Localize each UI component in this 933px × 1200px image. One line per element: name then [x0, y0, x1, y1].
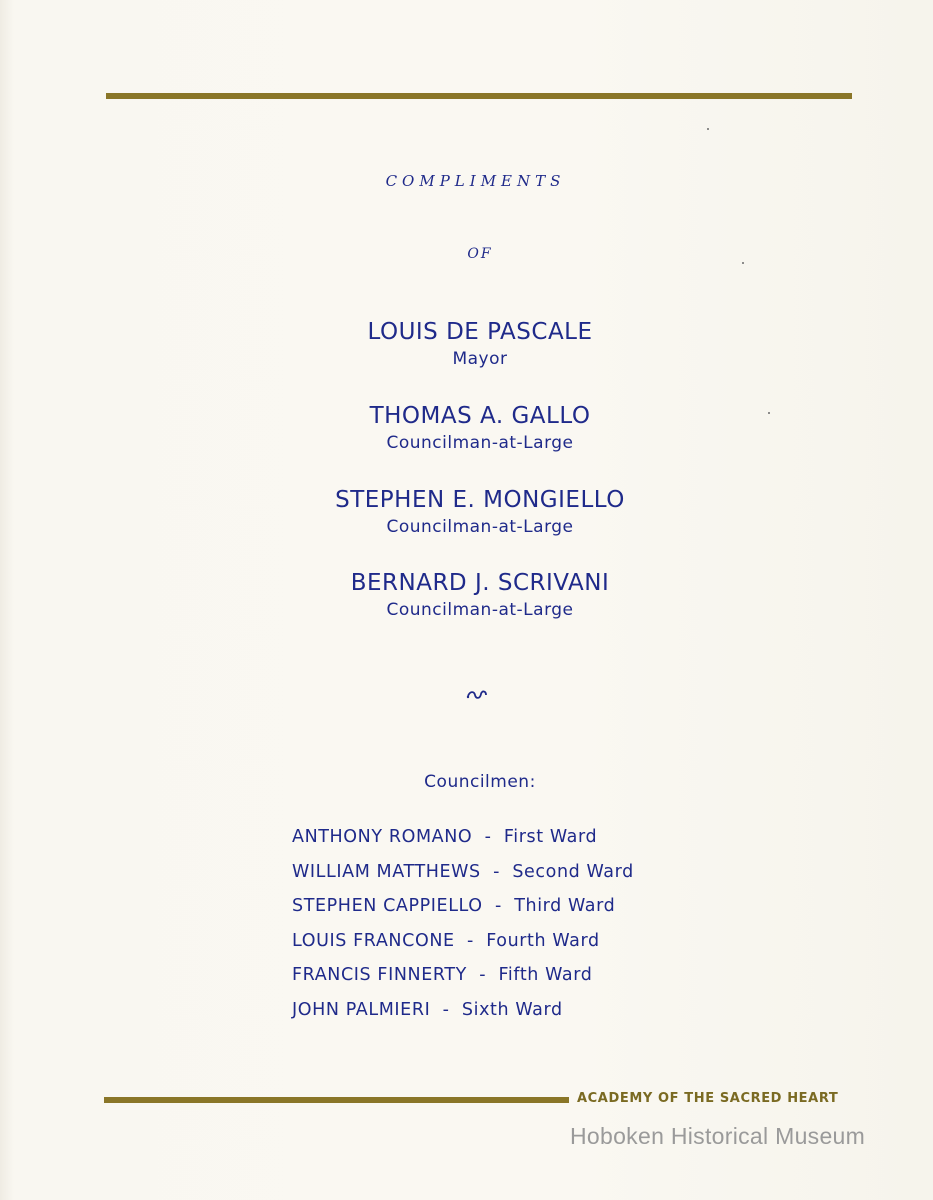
bottom-gold-rule [104, 1097, 569, 1103]
paper-speck [768, 412, 770, 414]
official-entry-mayor [0, 317, 933, 371]
museum-watermark: Hoboken Historical Museum [570, 1123, 866, 1149]
official-entry [0, 485, 933, 539]
top-gold-rule [106, 93, 852, 99]
councilmen-heading: Councilmen: [424, 772, 536, 792]
paper-speck [707, 128, 709, 130]
official-name: THOMAS A. GALLO [369, 403, 591, 429]
official-title: Councilman-at-Large [386, 517, 574, 537]
councilmen-list [292, 820, 634, 1027]
official-name: STEPHEN E. MONGIELLO [335, 487, 625, 513]
academy-footer: ACADEMY OF THE SACRED HEART [577, 1091, 839, 1106]
list-item: FRANCIS FINNERTY - Fifth Ward [292, 965, 593, 985]
list-item: STEPHEN CAPPIELLO - Third Ward [292, 896, 616, 916]
list-item: WILLIAM MATTHEWS - Second Ward [292, 861, 634, 882]
official-name: LOUIS DE PASCALE [367, 319, 593, 345]
official-title: Mayor [452, 349, 508, 369]
official-entry [0, 568, 933, 622]
ornament-icon [466, 686, 488, 707]
official-title: Councilman-at-Large [386, 433, 574, 453]
list-item: ANTHONY ROMANO - First Ward [292, 827, 598, 847]
of-heading: OF [467, 246, 493, 262]
list-item: JOHN PALMIERI - Sixth Ward [292, 999, 563, 1020]
official-entry [0, 401, 933, 455]
list-item: LOUIS FRANCONE - Fourth Ward [292, 930, 600, 951]
official-name: BERNARD J. SCRIVANI [350, 570, 610, 596]
official-title: Councilman-at-Large [386, 600, 574, 620]
compliments-heading: COMPLIMENTS [385, 172, 566, 190]
paper-speck [742, 262, 744, 264]
